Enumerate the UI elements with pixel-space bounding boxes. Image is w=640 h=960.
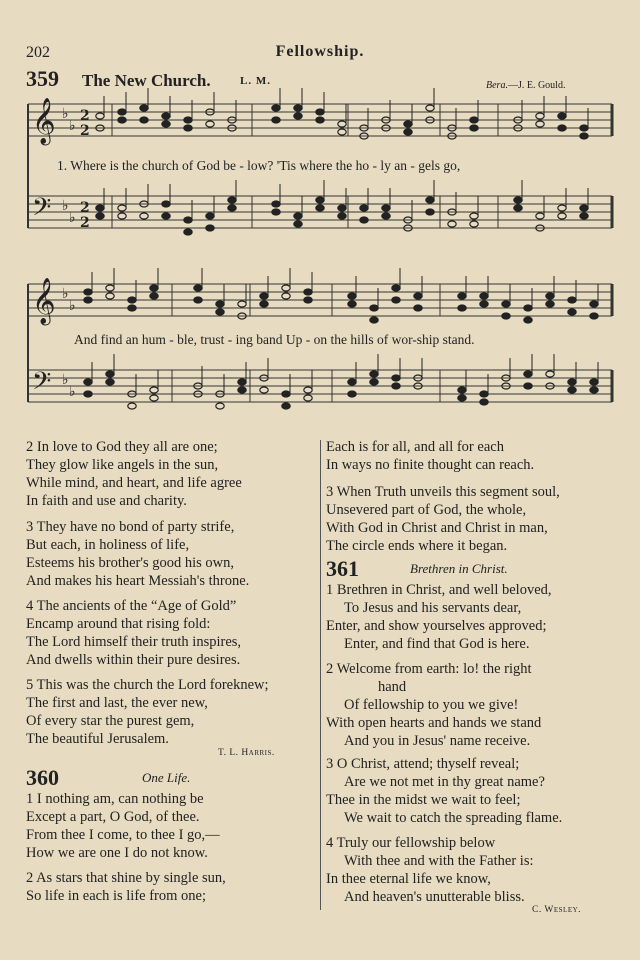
hymn-361-stanza-2 [326,660,541,750]
note-head [162,113,170,119]
verse-line: How we are one I do not know. [26,845,208,861]
note-head [118,213,126,219]
verse-line: 4 The ancients of the “Age of Gold” [26,598,237,614]
note-head [238,301,246,307]
verse-line: Enter, and show yourselves approved; [326,618,547,634]
flat-sign: ♭ [62,106,69,122]
note-head [558,205,566,211]
hymn-359-author: T. L. Harris. [218,748,275,758]
verse-line: 3 O Christ, attend; thyself reveal; [326,756,520,772]
note-head [448,221,456,227]
note-head [162,121,170,127]
note-head [590,301,598,307]
note-head [84,297,92,303]
verse-line: The circle ends where it began. [326,538,508,554]
note-head [524,371,532,377]
note-head [458,387,466,393]
note-head [470,125,478,131]
hymn-359-number: 359 [26,66,59,91]
note-head [106,379,114,385]
note-head [338,121,346,127]
note-head [238,387,246,393]
staves [28,104,612,402]
verse-line: Of every star the purest gem, [26,713,195,729]
note-head [370,371,378,377]
note-head [304,395,312,401]
verse-line: With open hearts and hands we stand [326,715,542,731]
note-head [558,113,566,119]
note-head [348,379,356,385]
note-head [272,105,280,111]
hymn-360-title: One Life. [142,770,191,785]
note-head [128,305,136,311]
note-head [392,383,400,389]
note-head [568,387,576,393]
note-head [140,117,148,123]
time-signature: 2 [80,123,90,139]
note-head [206,225,214,231]
note-head [260,301,268,307]
hymn-361-title: Brethren in Christ. [410,561,508,576]
note-head [590,387,598,393]
note-head [216,309,224,315]
note-head [458,305,466,311]
music-score [0,0,640,440]
verse-line: With God in Christ and Christ in man, [326,520,548,536]
note-head [118,205,126,211]
note-head [480,391,488,397]
note-head [150,285,158,291]
verse-line: Thee in the midst we wait to feel; [326,792,521,808]
hymn-359-stanza-5-continued [326,438,534,474]
hymn-361-stanza-1 [326,581,552,653]
verse-line: Encamp around that rising fold: [26,616,211,632]
note-head [304,387,312,393]
note-head [316,197,324,203]
verse-line: 5 This was the church the Lord foreknew; [26,677,269,693]
note-head [568,297,576,303]
note-head [84,379,92,385]
note-head [348,391,356,397]
note-head [348,301,356,307]
note-head [84,289,92,295]
note-head [546,293,554,299]
verse-line: 2 In love to God they all are one; [26,439,218,455]
note-head [106,293,114,299]
note-head [558,125,566,131]
note-head [568,309,576,315]
note-head [206,121,214,127]
verse-line: Are we not met in thy great name? [344,774,545,790]
note-head [272,209,280,215]
note-head [184,229,192,235]
note-head [96,205,104,211]
page-number: 202 [26,44,50,61]
note-head [470,117,478,123]
note-head [216,301,224,307]
verse-line: The first and last, the ever new, [26,695,208,711]
note-head [304,289,312,295]
note-head [338,213,346,219]
hymn-359-stanza-3 [26,518,249,590]
note-head [238,379,246,385]
note-head [536,113,544,119]
note-head [426,209,434,215]
note-head [568,379,576,385]
note-head [546,371,554,377]
note-head [404,129,412,135]
hymn-361-number: 361 [326,556,359,581]
verse-line: Of fellowship to you we give! [344,697,519,713]
note-head [580,205,588,211]
verse-line: 3 They have no bond of party strife, [26,519,235,535]
hymn-359-meter: L. M. [240,75,271,87]
note-head [260,387,268,393]
note-head [480,301,488,307]
note-head [150,293,158,299]
verse-line: The beautiful Jerusalem. [26,731,169,747]
note-head [514,205,522,211]
note-head [128,297,136,303]
note-head [184,125,192,131]
tune-name: Bera. [486,80,508,91]
note-head [502,301,510,307]
note-head [580,213,588,219]
flat-sign: ♭ [69,210,76,226]
flat-sign: ♭ [69,298,76,314]
treble-clef: 𝄞 [32,278,56,324]
note-head [360,205,368,211]
note-head [370,317,378,323]
flat-sign: ♭ [62,198,69,214]
verse-line: Each is for all, and all for each [326,439,504,455]
time-signature: 2 [80,200,90,216]
verse-line: And heaven's unutterable bliss. [344,889,525,905]
note-head [580,133,588,139]
note-head [590,379,598,385]
note-head [426,197,434,203]
note-head [426,105,434,111]
note-head [338,205,346,211]
note-head [184,217,192,223]
note-head [216,403,224,409]
verse-line: hand [378,679,407,695]
note-head [480,399,488,405]
note-head [106,285,114,291]
note-head [228,197,236,203]
note-head [228,205,236,211]
note-head [106,371,114,377]
hymn-359-title: The New Church. [82,71,211,90]
verse-line: With thee and with the Father is: [344,853,534,869]
treble-clef: 𝄞 [32,98,56,144]
verse-line: From thee I come, to thee I go,— [26,827,220,843]
note-head [470,221,478,227]
note-head [282,403,290,409]
hymn-361-stanza-4 [326,834,533,906]
note-head [392,285,400,291]
verse-line: 2 As stars that shine by single sun, [26,870,226,886]
note-head [150,387,158,393]
note-head [194,285,202,291]
bass-clef: 𝄢 [32,193,52,228]
verse-line: To Jesus and his servants dear, [344,600,522,616]
note-head [282,285,290,291]
hymn-359-lyric-line-1: 1. Where is the church of God be - low? 'Tis where the ho - ly an - gels go, [57,158,461,173]
verse-line: While mind, and heart, and life agree [26,475,242,491]
verse-line: They glow like angels in the sun, [26,457,219,473]
note-head [272,117,280,123]
hymn-359-stanza-4 [26,597,241,669]
flat-sign: ♭ [62,286,69,302]
note-head [316,117,324,123]
note-head [260,293,268,299]
note-head [118,117,126,123]
note-head [524,317,532,323]
note-head [282,391,290,397]
hymn-361-author: C. Wesley. [532,905,582,915]
verse-line: And dwells within their pure desires. [26,652,241,668]
note-head [458,395,466,401]
note-head [304,297,312,303]
note-head [404,121,412,127]
note-head [348,293,356,299]
note-head [382,205,390,211]
note-head [458,293,466,299]
time-signature: 2 [80,215,90,231]
note-head [316,205,324,211]
verse-line: So life in each is life from one; [26,888,206,904]
note-head [470,213,478,219]
note-head [536,121,544,127]
verse-line: In faith and use and charity. [26,493,187,509]
note-head [524,383,532,389]
note-head [536,213,544,219]
note-head [414,293,422,299]
time-signature: 2 [80,108,90,124]
hymn-359-stanza-2 [26,438,242,510]
note-head [194,297,202,303]
note-head [272,201,280,207]
note-head [316,109,324,115]
note-head [370,379,378,385]
note-head [150,395,158,401]
flat-sign: ♭ [69,118,76,134]
note-head [392,375,400,381]
verse-line: Unsevered part of God, the whole, [326,502,527,518]
hymn-360-stanza-1 [26,790,220,862]
note-head [84,391,92,397]
note-head [140,105,148,111]
hymn-361-stanza-3 [326,755,562,827]
note-head [382,213,390,219]
verse-line: 1 Brethren in Christ, and well beloved, [326,582,552,598]
note-head [480,293,488,299]
hymn-359-lyric-line-2: And find an hum - ble, trust - ing band Up - on the hills of wor-ship stand. [74,332,475,347]
verse-line: The Lord himself their truth inspires, [26,634,242,650]
note-head [294,105,302,111]
verse-line: Enter, and find that God is here. [344,636,530,652]
verse-line: In thee eternal life we know, [326,871,491,887]
note-head [546,301,554,307]
note-head [282,293,290,299]
note-head [140,213,148,219]
verse-line: In ways no finite thought can reach. [326,457,535,473]
verse-line: 4 Truly our fellowship below [326,835,496,851]
verse-line: Esteems his brother's good his own, [26,555,235,571]
flat-sign: ♭ [62,372,69,388]
note-head [128,403,136,409]
note-head [580,125,588,131]
note-head [294,113,302,119]
note-head [118,109,126,115]
note-head [294,213,302,219]
flat-sign: ♭ [69,384,76,400]
note-head [524,305,532,311]
section-title: Fellowship. [275,43,365,60]
note-head [502,313,510,319]
note-head [590,313,598,319]
bass-clef: 𝄢 [32,367,52,402]
hymn-360-stanza-2 [26,869,226,905]
note-head [184,117,192,123]
verse-line: We wait to catch the spreading flame. [344,810,563,826]
hymn-359-stanza-6 [326,483,560,555]
note-head [294,221,302,227]
note-head [162,201,170,207]
note-head [162,213,170,219]
note-head [370,305,378,311]
note-head [558,213,566,219]
composer: —J. E. Gould. [507,80,566,91]
note-head [96,213,104,219]
verse-line: Except a part, O God, of thee. [26,809,200,825]
note-head [96,113,104,119]
verse-line: 3 When Truth unveils this segment soul, [326,484,560,500]
note-head [360,217,368,223]
note-head [392,297,400,303]
verse-line: 1 I nothing am, can nothing be [26,791,204,807]
note-head [514,197,522,203]
hymn-359-stanza-5 [26,676,269,748]
verse-line: And you in Jesus' name receive. [344,733,531,749]
note-head [414,305,422,311]
verse-line: And makes his heart Messiah's throne. [26,573,250,589]
verse-line: But each, in holiness of life, [26,537,190,553]
verse-line: 2 Welcome from earth: lo! the right [326,661,532,677]
hymn-360-number: 360 [26,765,59,790]
note-head [206,213,214,219]
column-divider [320,440,321,910]
note-head [338,129,346,135]
